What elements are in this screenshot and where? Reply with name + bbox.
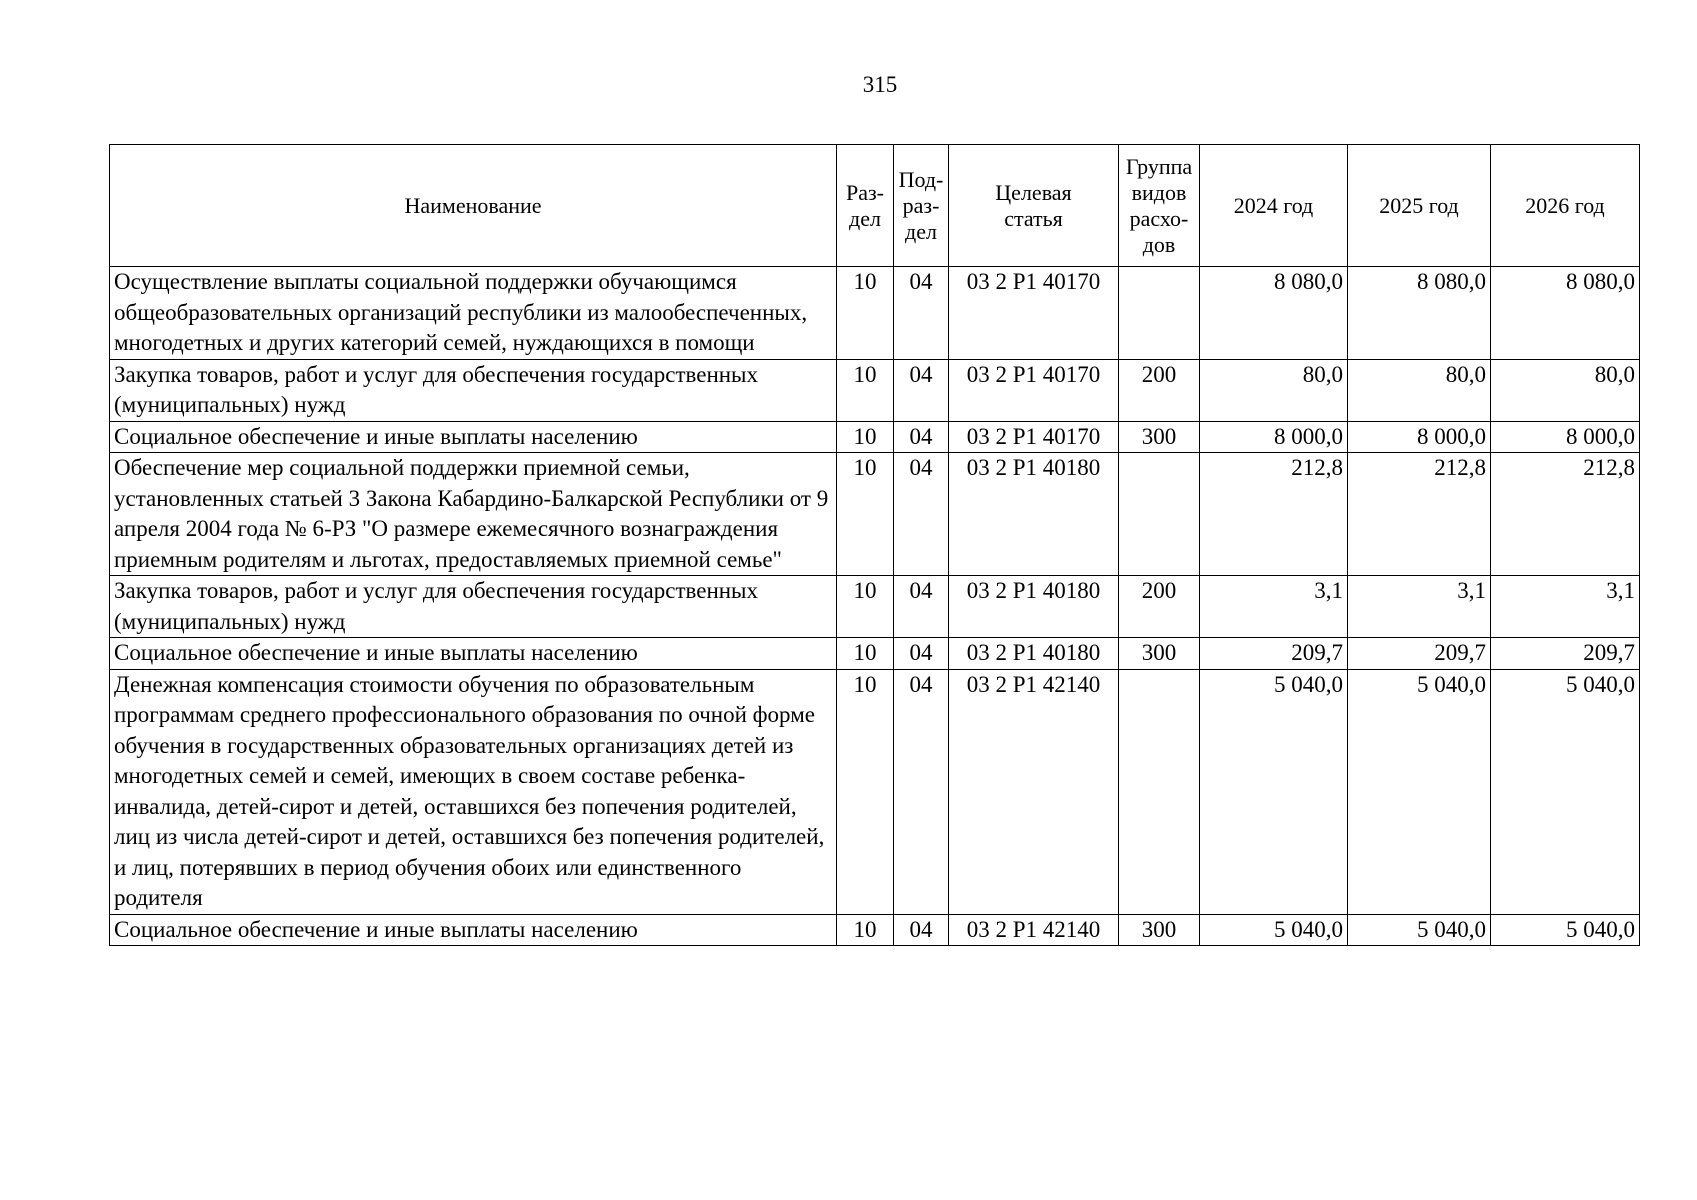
row-podrazdel: 04 xyxy=(894,576,949,638)
row-tselevaya: 03 2 Р1 42140 xyxy=(949,914,1119,946)
row-tselevaya: 03 2 Р1 40170 xyxy=(949,359,1119,421)
row-2026: 209,7 xyxy=(1491,638,1640,670)
row-podrazdel: 04 xyxy=(894,453,949,576)
row-razdel: 10 xyxy=(837,669,894,914)
row-tselevaya: 03 2 Р1 40180 xyxy=(949,638,1119,670)
row-tselevaya: 03 2 Р1 40170 xyxy=(949,267,1119,360)
row-2024: 209,7 xyxy=(1200,638,1348,670)
row-name: Осуществление выплаты социальной поддержки обучающимся общеобразовательных организаций республики из малообеспеченных, многодетных и других категорий семей, нуждающихся в помощи xyxy=(110,267,837,360)
row-2025: 212,8 xyxy=(1348,453,1491,576)
row-2025: 8 000,0 xyxy=(1348,421,1491,453)
row-name: Закупка товаров, работ и услуг для обеспечения государственных (муниципальных) нужд xyxy=(110,359,837,421)
row-razdel: 10 xyxy=(837,638,894,670)
row-gruppa xyxy=(1119,453,1200,576)
row-name: Социальное обеспечение и иные выплаты населению xyxy=(110,638,837,670)
row-2024: 212,8 xyxy=(1200,453,1348,576)
row-2024: 5 040,0 xyxy=(1200,669,1348,914)
table-row xyxy=(110,638,1640,670)
row-razdel: 10 xyxy=(837,576,894,638)
row-podrazdel: 04 xyxy=(894,669,949,914)
row-gruppa: 300 xyxy=(1119,914,1200,946)
row-2026: 8 000,0 xyxy=(1491,421,1640,453)
row-podrazdel: 04 xyxy=(894,421,949,453)
row-2025: 8 080,0 xyxy=(1348,267,1491,360)
row-2025: 5 040,0 xyxy=(1348,669,1491,914)
header-gruppa xyxy=(1119,145,1200,267)
header-razdel xyxy=(837,145,894,267)
row-razdel: 10 xyxy=(837,421,894,453)
header-podrazdel-label: Под- раз- дел xyxy=(898,166,944,244)
row-2026: 80,0 xyxy=(1491,359,1640,421)
row-podrazdel: 04 xyxy=(894,638,949,670)
row-gruppa: 200 xyxy=(1119,576,1200,638)
row-2024: 3,1 xyxy=(1200,576,1348,638)
row-tselevaya: 03 2 Р1 40180 xyxy=(949,453,1119,576)
table-row xyxy=(110,359,1640,421)
row-podrazdel: 04 xyxy=(894,914,949,946)
row-tselevaya: 03 2 Р1 40180 xyxy=(949,576,1119,638)
budget-table xyxy=(109,144,1640,946)
header-2025: 2025 год xyxy=(1348,145,1491,267)
row-razdel: 10 xyxy=(837,267,894,360)
table-row xyxy=(110,421,1640,453)
row-name: Социальное обеспечение и иные выплаты населению xyxy=(110,421,837,453)
header-2026: 2026 год xyxy=(1491,145,1640,267)
row-2024: 8 000,0 xyxy=(1200,421,1348,453)
row-gruppa: 300 xyxy=(1119,421,1200,453)
row-2026: 3,1 xyxy=(1491,576,1640,638)
row-2025: 80,0 xyxy=(1348,359,1491,421)
row-2024: 8 080,0 xyxy=(1200,267,1348,360)
header-tselevaya xyxy=(949,145,1119,267)
row-2025: 3,1 xyxy=(1348,576,1491,638)
page-number: 315 xyxy=(862,72,898,97)
row-razdel: 10 xyxy=(837,359,894,421)
row-gruppa xyxy=(1119,669,1200,914)
row-gruppa: 200 xyxy=(1119,359,1200,421)
row-podrazdel: 04 xyxy=(894,267,949,360)
row-2026: 8 080,0 xyxy=(1491,267,1640,360)
row-podrazdel: 04 xyxy=(894,359,949,421)
header-tselevaya-label: Целевая статья xyxy=(995,179,1072,231)
row-2025: 5 040,0 xyxy=(1348,914,1491,946)
row-2024: 5 040,0 xyxy=(1200,914,1348,946)
row-gruppa: 300 xyxy=(1119,638,1200,670)
row-tselevaya: 03 2 Р1 40170 xyxy=(949,421,1119,453)
row-2026: 5 040,0 xyxy=(1491,669,1640,914)
header-razdel-label: Раз- дел xyxy=(845,179,885,231)
table-row xyxy=(110,576,1640,638)
header-gruppa-label: Группа видов расхо- дов xyxy=(1125,153,1193,257)
row-2025: 209,7 xyxy=(1348,638,1491,670)
row-name: Обеспечение мер социальной поддержки приемной семьи, установленных статьей 3 Закона Кабардино-Балкарской Республики от 9 апреля 2004 года № 6-РЗ "О размере ежемесячного вознаграждения приемным родителям и льготах, предоставляемых приемной семье" xyxy=(110,453,837,576)
row-tselevaya: 03 2 Р1 42140 xyxy=(949,669,1119,914)
row-gruppa xyxy=(1119,267,1200,360)
row-name: Денежная компенсация стоимости обучения по образовательным программам среднего профессионального образования по очной форме обучения в государственных образовательных организациях детей из многодетных семей и семей, имеющих в своем составе ребенка-инвалида, детей-сирот и детей, оставшихся без попечения родителей, лиц из числа детей-сирот и детей, оставшихся без попечения родителей, и лиц, потерявших в период обучения обоих или единственного родителя xyxy=(110,669,837,914)
header-2024: 2024 год xyxy=(1200,145,1348,267)
table-row xyxy=(110,669,1640,914)
row-name: Закупка товаров, работ и услуг для обеспечения государственных (муниципальных) нужд xyxy=(110,576,837,638)
row-2026: 5 040,0 xyxy=(1491,914,1640,946)
table-row xyxy=(110,453,1640,576)
header-podrazdel xyxy=(894,145,949,267)
row-razdel: 10 xyxy=(837,453,894,576)
row-name: Социальное обеспечение и иные выплаты населению xyxy=(110,914,837,946)
table-row xyxy=(110,267,1640,360)
row-razdel: 10 xyxy=(837,914,894,946)
header-name: Наименование xyxy=(110,145,837,267)
row-2024: 80,0 xyxy=(1200,359,1348,421)
header-row xyxy=(110,145,1640,267)
table-row xyxy=(110,914,1640,946)
row-2026: 212,8 xyxy=(1491,453,1640,576)
